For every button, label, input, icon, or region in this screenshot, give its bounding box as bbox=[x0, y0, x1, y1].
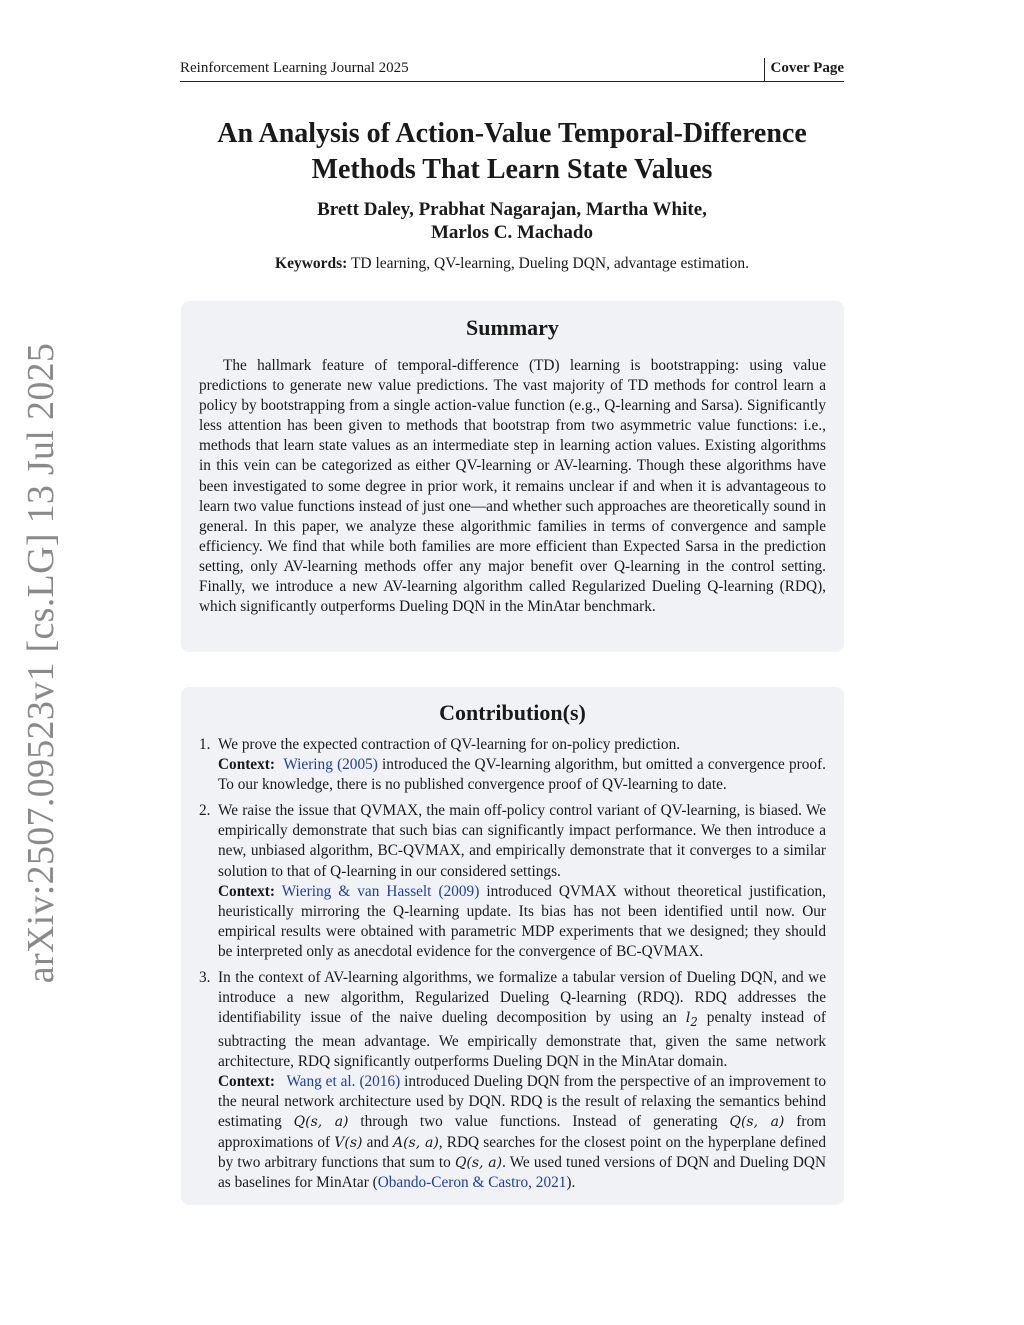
citation-author: Wang et al. bbox=[286, 1073, 356, 1091]
context-text: , RDQ searches for the closest point on the hyperplane defined by two arbitrary functions that sum to bbox=[218, 1133, 826, 1171]
summary-text: The hallmark feature of temporal-difference (TD) learning is bootstrapping: using value predictions to generate new value predictions. The vast majority of TD methods for control learn a policy by bootstrapping from a single action-value function (e.g., Q-learning and Sarsa). Significantly less attention has been given to methods that bootstrap from two asymmetric value functions: i.e., methods that learn state values as an intermediate step in learning action values. Existing algorithms in this vein can be categorized as either QV-learning or AV-learning. Though these algorithms have been investigated to some degree in prior work, it remains unclear if and when it is advantageous to learn two value functions instead of just one—and whether such approaches are theoretically sound in general. In this paper, we analyze these algorithmic families in terms of convergence and sample efficiency. We find that while both families are more efficient than Expected Sarsa in the prediction setting, only AV-learning methods offer any major benefit over Q-learning in the control setting. Finally, we introduce a new AV-learning algorithm called Regularized Dueling Q-learning (RDQ), which significantly outperforms Dueling DQN in the MinAtar benchmark. bbox=[199, 357, 826, 616]
context-text: through two value functions. Instead of generating bbox=[348, 1113, 730, 1131]
section-label: Cover Page bbox=[764, 58, 844, 81]
page-header bbox=[180, 60, 844, 82]
authors-line-1: Brett Daley, Prabhat Nagarajan, Martha White, bbox=[317, 199, 707, 220]
context-text: introduced the QV-learning algorithm, but omitted a convergence proof. To our knowledge, there is no published convergence proof of QV-learning to date. bbox=[218, 756, 826, 794]
citation-year: (2009) bbox=[438, 882, 480, 900]
context-label: Context: bbox=[218, 1073, 275, 1091]
contribution-text: We raise the issue that QVMAX, the main off-policy control variant of QV-learning, is biased. We empirically demonstrate that such bias can significantly impact performance. We then introduce a new, unbiased algorithm, BC-QVMAX, and empirically demonstrate that it converges to a similar solution to that of Q-learning in our considered settings. bbox=[218, 802, 826, 880]
item-number: 2. bbox=[199, 802, 211, 820]
keywords-text: TD learning, QV-learning, Dueling DQN, advantage estimation. bbox=[350, 255, 749, 272]
paper-title bbox=[180, 116, 844, 188]
title-block bbox=[180, 116, 844, 274]
context-text: introduced QVMAX without theoretical justification, heuristically mirroring the Q-learning update. Its bias has not been identified until now. Our empirical results were obtained with parametric MDP experiments that we designed; they should be interpreted only as anecdotal evidence for the convergence of BC-QVMAX. bbox=[218, 882, 826, 960]
contribution-item-1 bbox=[199, 735, 826, 795]
math-a: A(s, a) bbox=[392, 1134, 439, 1151]
math-v: V(s) bbox=[334, 1134, 363, 1151]
arxiv-id-text: arXiv:2507.09523v1 [cs.LG] 13 Jul 2025 bbox=[20, 342, 63, 984]
contributions-heading: Contribution(s) bbox=[439, 700, 586, 725]
contribution-item-3 bbox=[199, 968, 826, 1193]
context-text: from approximations of bbox=[218, 1113, 827, 1151]
math-l2: $l_2$ bbox=[685, 1010, 698, 1030]
item-number: 3. bbox=[199, 969, 211, 987]
contribution-text-cont: penalty instead of subtracting the mean advantage. We empirically demonstrate that, given the same network architecture, RDQ significantly outperforms Dueling DQN in the MinAtar domain. bbox=[218, 1009, 826, 1071]
contribution-text: In the context of AV-learning algorithms, we formalize a tabular version of Dueling DQN, and we introduce a new algorithm, Regularized Dueling Q-learning (RDQ). RDQ addresses the identifiability issue of the naive dueling decomposition by using an bbox=[218, 969, 826, 1027]
context-label: Context: bbox=[218, 756, 275, 774]
context-label: Context: bbox=[218, 882, 275, 900]
citation-link[interactable] bbox=[282, 883, 480, 900]
summary-heading: Summary bbox=[466, 315, 559, 340]
item-number: 1. bbox=[199, 736, 211, 753]
context-text: ). bbox=[566, 1173, 576, 1191]
contribution-item-2 bbox=[199, 801, 826, 962]
authors-line-2: Marlos C. Machado bbox=[430, 222, 593, 243]
citation-year: 2021 bbox=[535, 1173, 567, 1191]
title-line-2: Methods That Learn State Values bbox=[311, 154, 713, 185]
contributions-list bbox=[199, 735, 826, 1199]
citation-author: Wiering & van Hasselt bbox=[281, 882, 432, 900]
citation-author: Wiering bbox=[283, 756, 333, 774]
citation-link[interactable] bbox=[283, 756, 378, 773]
author-list bbox=[180, 198, 844, 244]
context-text: and bbox=[362, 1133, 393, 1151]
keywords-label: Keywords: bbox=[275, 255, 348, 272]
math-q: Q(s, a) bbox=[729, 1114, 785, 1131]
context-text: introduced Dueling DQN from the perspective of an improvement to the neural network architecture used by DQN. RDQ is the result of relaxing the semantics behind estimating bbox=[218, 1073, 827, 1131]
contribution-text: We prove the expected contraction of QV-learning for on-policy prediction. bbox=[218, 736, 681, 753]
citation-year: (2005) bbox=[337, 756, 378, 774]
math-q: Q(s, a) bbox=[454, 1154, 503, 1171]
citation-year: (2016) bbox=[359, 1073, 401, 1091]
keywords bbox=[180, 254, 844, 274]
citation-author: Obando-Ceron & Castro bbox=[377, 1173, 529, 1191]
citation-link[interactable]: Obando-Ceron & Castro, 2021 bbox=[377, 1173, 567, 1191]
arxiv-identifier bbox=[18, 342, 64, 984]
title-line-1: An Analysis of Action-Value Temporal-Difference bbox=[217, 118, 807, 149]
summary-box bbox=[181, 301, 844, 652]
contributions-box bbox=[181, 687, 844, 1205]
journal-name: Reinforcement Learning Journal 2025 bbox=[180, 60, 409, 76]
context-text: . We used tuned versions of DQN and Dueling DQN as baselines for MinAtar ( bbox=[218, 1153, 826, 1191]
math-q: Q(s, a) bbox=[293, 1114, 349, 1131]
citation-link[interactable] bbox=[286, 1073, 400, 1090]
